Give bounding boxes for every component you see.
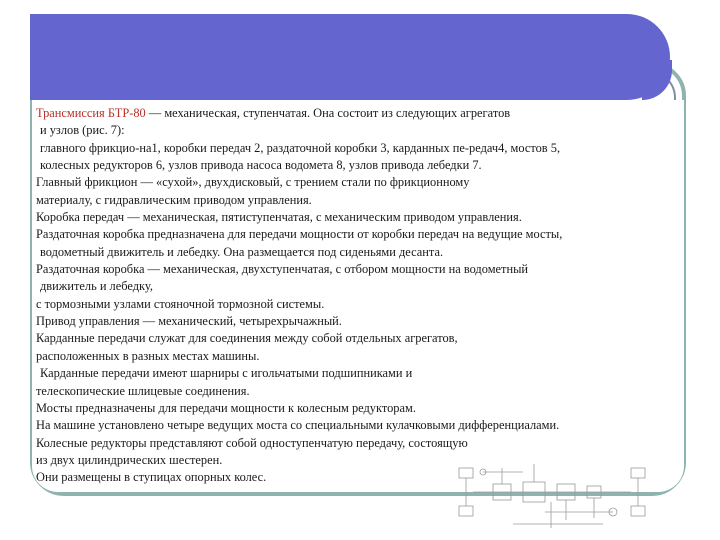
text-line: Раздаточная коробка — механическая, двухступенчатая, с отбором мощности на водометный	[36, 262, 529, 277]
text-line: колесных редукторов 6, узлов привода насоса водомета 8, узлов привода лебедки 7.	[40, 158, 482, 173]
text-line: и узлов (рис. 7):	[40, 123, 125, 138]
title-accent: Трансмиссия БТР-80	[36, 106, 146, 120]
text-line: движитель и лебедку,	[40, 279, 153, 294]
text-line: Они размещены в ступицах опорных колес.	[36, 470, 267, 485]
text-line: Колесные редукторы представляют собой одноступенчатую передачу, состоящую	[36, 435, 468, 450]
text-line: материалу, с гидравлическим приводом управления.	[36, 192, 312, 207]
transmission-schematic-figure	[453, 458, 653, 534]
text-line: Карданные передачи служат для соединения между собой отдельных агрегатов,	[36, 331, 458, 346]
text-line: главного фрикцио-на1, коробки передач 2, раздаточной коробки 3, карданных пе-редач4, мостов 5,	[40, 140, 561, 155]
line-0: — механическая, ступенчатая. Она состоит из следующих агрегатов	[145, 106, 511, 120]
text-line: Карданные передачи имеют шарниры с игольчатыми подшипниками и	[40, 366, 413, 381]
text-line: из двух цилиндрических шестерен.	[36, 452, 223, 467]
text-line: с тормозными узлами стояночной тормозной системы.	[36, 296, 325, 311]
text-line: Главный фрикцион — «сухой», двухдисковый, с трением стали по фрикционному	[36, 175, 470, 190]
text-line: Мосты предназначены для передачи мощности к колесным редукторам.	[36, 400, 416, 415]
text-line: Раздаточная коробка предназначена для передачи мощности от коробки передач на ведущие мосты,	[36, 227, 563, 242]
slide-body-text	[36, 105, 686, 487]
text-line: Коробка передач — механическая, пятиступенчатая, с механическим приводом управления.	[36, 210, 522, 225]
text-line: На машине установлено четыре ведущих моста со специальными кулачковыми дифференциалами.	[36, 418, 560, 433]
text-line: Привод управления — механический, четырехрычажный.	[36, 314, 342, 329]
text-line: телескопические шлицевые соединения.	[36, 383, 250, 398]
text-line: расположенных в разных местах машины.	[36, 348, 260, 363]
header-band	[30, 14, 670, 100]
text-line	[36, 105, 686, 122]
text-line: водометный движитель и лебедку. Она размещается под сиденьями десанта.	[40, 244, 444, 259]
